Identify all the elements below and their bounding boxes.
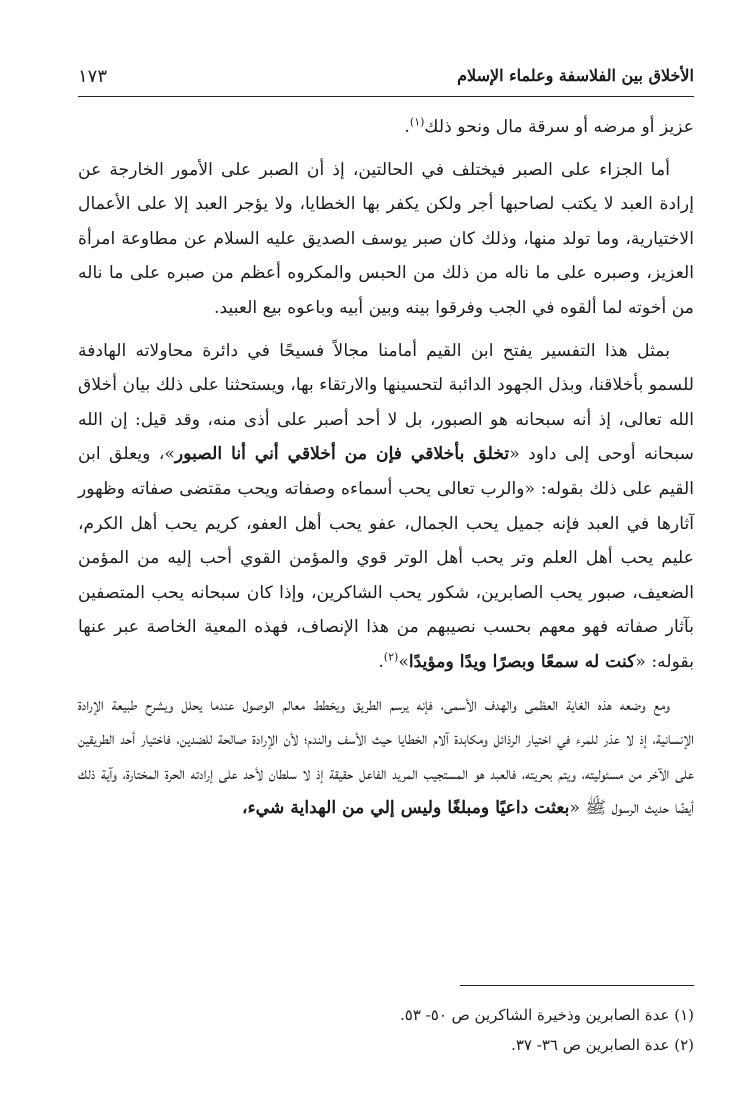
- quote-bold-3: بعثت داعيًا ومبلغًا وليس إلي من الهداية شيء،: [242, 798, 570, 819]
- page-number: ١٧٣: [78, 66, 108, 87]
- footnotes: [78, 1000, 694, 1060]
- footnote-ref-2: (٢): [383, 650, 399, 664]
- paragraph-2: أما الجزاء على الصبر فيختلف في الحالتين، إذ أن الصبر على الأمور الخارجة عن إرادة العبد لا يكتب لصاحبها أجر ولكن يكفر بها الخطايا، ولا يؤجر العبد إلا على الأعمال الاختيارية، وما تولد منها، وذلك كان صبر يوسف الصديق عليه السلام عن مطاوعة امرأة العزيز، وصبره على ما ناله من ذلك من الحبس والمكروه أعظم من صبره على ما ناله من أخوته لما ألقوه في الجب وفرقوا بينه وبين أبيه وباعوه بيع العبيد.: [78, 159, 694, 318]
- quote-bold-1: تخلق بأخلاقي فإن من أخلاقي أني أنا الصبور: [174, 444, 510, 465]
- footnote-divider: [460, 985, 694, 986]
- running-header: [78, 66, 694, 96]
- paragraph-4: ومع وضعه هذه الغاية العظمى والهدف الأسمى، فإنه يرسم الطريق ويخطط معالم الوصول عندما يحلل ويشرح طبيعة الإرادة الإنسانية، إذ لا عذر للمرء في اختيار الرذائل ومكابدة آلام الخطايا حيث الأسف والندم؛ لأن الإرادة صالحة للضدين، فاختيار أحد الطريقين على الآخر من مسئوليته، ويتم بحريته، فالعبد هو المستجيب المريد الفاعل حقيقة إذ لا سلطان لأحد على إرادته الحرة المختارة، وآية ذلك أيضًا حديث الرسول ﷺ «بعثت داعيًا ومبلغًا وليس إلي من الهداية شيء،: [78, 694, 694, 819]
- main-text: [78, 110, 694, 834]
- footnote-2: (٢) عدة الصابرين ص ٣٦- ٣٧.: [511, 1036, 694, 1054]
- header-divider: [78, 96, 694, 97]
- footnote-1: (١) عدة الصابرين وذخيرة الشاكرين ص ٥٠- ٥٣.: [400, 1006, 694, 1024]
- footnote-ref-1: (١): [409, 115, 425, 129]
- paragraph-1: عزيز أو مرضه أو سرقة مال ونحو ذلك$^{(١)}$.: [404, 115, 694, 137]
- header-title: الأخلاق بين الفلاسفة وعلماء الإسلام: [457, 66, 694, 85]
- quote-bold-2: كنت له سمعًا وبصرًا ويدًا ومؤيدًا: [408, 651, 636, 672]
- paragraph-3: بمثل هذا التفسير يفتح ابن القيم أمامنا مجالاً فسيحًا في دائرة محاولاته الهادفة للسمو بأخلاقنا، وبذل الجهود الدائبة لتحسينها والارتقاء بها، ويستحثنا على ذلك بيان أخلاق الله تعالى، إذ أنه سبحانه هو الصبور، بل لا أحد أصبر على أذى منه، وقد قيل: إن الله سبحانه أوحى إلى داود «تخلق بأخلاقي فإن من أخلاقي أني أنا الصبور»، ويعلق ابن القيم على ذلك بقوله: «والرب تعالى يحب أسماءه وصفاته ويحب مقتضى صفاته وظهور آثارها في العبد فإنه جميل يحب الجمال، عفو يحب أهل العفو، كريم يحب أهل الكرم، عليم يحب أهل العلم وتر يحب أهل الوتر قوي والمؤمن القوي أحب إليه من المؤمن الضعيف، صبور يحب الصابرين، شكور يحب الشاكرين، وإذا كان سبحانه يحب المتصفين بآثار صفاته فهو معهم بحسب نصيبهم من هذا الإنصاف، فهذه المعية الخاصة عبر عنها بقوله: «كنت له سمعًا وبصرًا ويدًا ومؤيدًا»$^{(٢)}$.: [78, 340, 694, 672]
